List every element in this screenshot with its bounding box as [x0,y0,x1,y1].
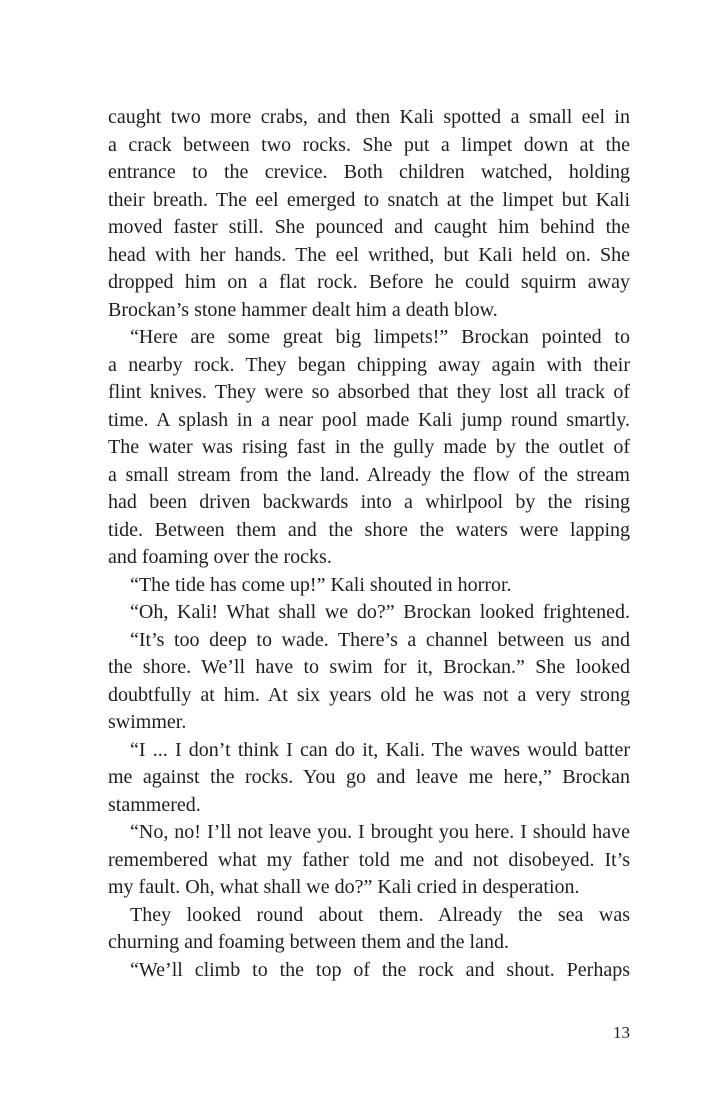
paragraph [108,599,630,627]
paragraph [108,324,630,572]
text-line: doubtfully at him. At six years old he was not a very strong [108,683,630,706]
text-line: me against the rocks. You go and leave me here,” Brockan [108,766,630,788]
paragraph [108,627,630,737]
page-number: 13 [613,1023,630,1042]
text-line: and foaming over the rocks. [108,546,332,568]
paragraph [108,737,630,820]
text-line: caught two more crabs, and then Kali spotted a small eel in [108,106,630,128]
paragraph [108,902,630,957]
paragraph [108,104,630,324]
text-line: “Here are some great big limpets!” Brockan pointed to [130,326,630,348]
text-line: entrance to the crevice. Both children watched, holding [108,161,630,183]
text-line: a crack between two rocks. She put a limpet down at the [108,133,630,156]
text-line: tide. Between them and the shore the waters were lapping [108,518,630,541]
text-line: remembered what my father told me and not disobeyed. It’s [108,848,630,871]
text-line: “We’ll climb to the top of the rock and shout. Perhaps [130,958,630,981]
text-line: The water was rising fast in the gully made by the outlet of [108,436,630,458]
text-line: my fault. Oh, what shall we do?” Kali cried in desperation. [108,876,580,898]
text-line: dropped him on a flat rock. Before he could squirm away [108,271,630,293]
text-line: “I ... I don’t think I can do it, Kali. The waves would batter [130,738,630,761]
text-block [108,104,630,984]
paragraph [108,819,630,902]
text-line: a nearby rock. They began chipping away again with their [108,353,630,376]
text-line: had been driven backwards into a whirlpool by the rising [108,491,630,513]
text-line: time. A splash in a near pool made Kali jump round smartly. [108,408,630,431]
text-line: “It’s too deep to wade. There’s a channel between us and [130,628,630,651]
text-line: stammered. [108,793,201,816]
text-line: churning and foaming between them and the land. [108,931,509,953]
paragraph [108,957,630,985]
text-line: “Oh, Kali! What shall we do?” Brockan looked frightened. [130,601,630,623]
text-line: They looked round about them. Already the sea was [130,903,630,926]
text-line: Brockan’s stone hammer dealt him a death blow. [108,298,498,321]
text-line: their breath. The eel emerged to snatch at the limpet but Kali [108,188,630,211]
text-line: flint knives. They were so absorbed that they lost all track of [108,381,630,403]
text-line: “No, no! I’ll not leave you. I brought you here. I should have [130,821,630,843]
text-line: the shore. We’ll have to swim for it, Brockan.” She looked [108,656,630,678]
paragraph [108,572,630,600]
text-line: “The tide has come up!” Kali shouted in horror. [130,573,512,596]
text-line: head with her hands. The eel writhed, but Kali held on. She [108,243,630,266]
text-line: a small stream from the land. Already the flow of the stream [108,463,630,486]
text-line: moved faster still. She pounced and caught him behind the [108,216,630,238]
text-line: swimmer. [108,711,187,733]
